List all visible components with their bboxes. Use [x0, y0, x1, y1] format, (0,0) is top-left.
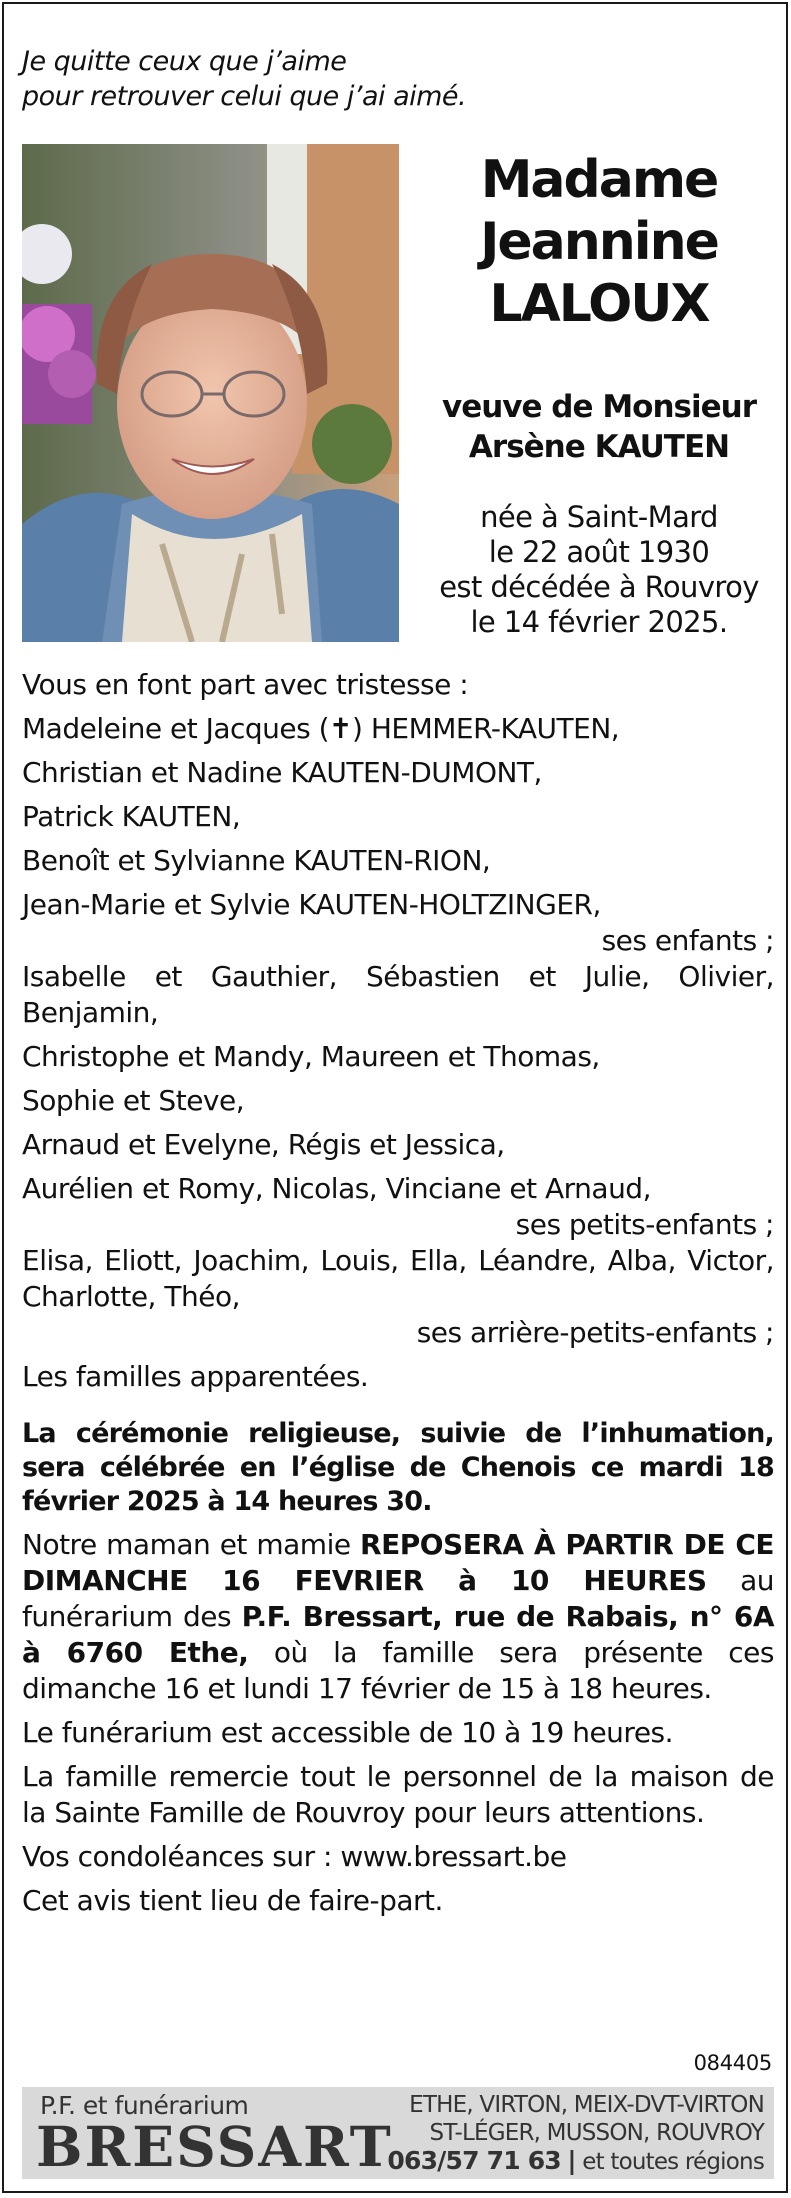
regions-label: et toutes régions — [582, 2149, 764, 2175]
separator: | — [567, 2146, 576, 2175]
reference-number: 084405 — [693, 2051, 772, 2075]
birth-place: née à Saint-Mard — [480, 500, 718, 534]
related-families: Les familles apparentées. — [22, 1360, 369, 1393]
widow-line-2: Arsène KAUTEN — [468, 429, 730, 465]
epigraph-line-2: pour retrouver celui que j’ai aimé. — [22, 81, 467, 112]
visitation-info — [22, 1527, 774, 1707]
child-entry: Christian et Nadine KAUTEN-DUMONT, — [22, 756, 542, 789]
child-entry: Madeleine et Jacques (✝) HEMMER-KAUTEN, — [22, 712, 620, 745]
widow-line-1: veuve de Monsieur — [441, 389, 756, 425]
death-date: le 14 février 2025. — [470, 605, 728, 639]
obituary-notice — [2, 2, 788, 2193]
child-entry: Patrick KAUTEN, — [22, 800, 241, 833]
grandchild-entry: Arnaud et Evelyne, Régis et Jessica, — [22, 1128, 505, 1161]
funeral-home-brand: BRESSART — [36, 2114, 393, 2179]
locations-line-1: ETHE, VIRTON, MEIX-DVT-VIRTON — [409, 2092, 764, 2118]
funeral-home-contact — [387, 2091, 764, 2176]
portrait-photo — [22, 144, 399, 642]
deceased-last-name: LALOUX — [489, 274, 709, 334]
child-entry: Benoît et Sylvianne KAUTEN-RION, — [22, 844, 491, 877]
grandchildren-label: ses petits-enfants ; — [515, 1208, 774, 1241]
grandchild-entry: Aurélien et Romy, Nicolas, Vinciane et Arnaud, — [22, 1172, 651, 1205]
epigraph-line-1: Je quitte ceux que j’aime — [22, 46, 347, 77]
deceased-name — [414, 149, 784, 335]
great-grandchildren-label: ses arrière-petits-enfants ; — [416, 1316, 774, 1349]
grandchild-entry: Christophe et Mandy, Maureen et Thomas, — [22, 1040, 600, 1073]
death-place: est décédée à Rouvroy — [439, 570, 759, 604]
locations-line-2: ST-LÉGER, MUSSON, ROUVROY — [429, 2120, 764, 2146]
condolences-link[interactable]: Vos condoléances sur : www.bressart.be — [22, 1840, 567, 1873]
deceased-first-name: Jeannine — [480, 212, 718, 272]
funeral-home-footer — [22, 2087, 774, 2179]
announcement-intro: Vous en font part avec tristesse : — [22, 668, 469, 701]
ceremony-info: La cérémonie religieuse, suivie de l’inhumation, sera célébrée en l’église de Chenois ce mardi 18 février 2025 à 14 heures 30. — [22, 1418, 774, 1517]
visitation-address: P.F. Bressart, rue de Rabais, n° 6A à 6760 Ethe, — [22, 1600, 774, 1669]
funeral-home-label: P.F. et funérarium — [40, 2091, 249, 2120]
deceased-title: Madame — [480, 150, 718, 210]
notice-note: Cet avis tient lieu de faire-part. — [22, 1884, 443, 1917]
widow-of — [414, 387, 784, 467]
child-entry: Jean-Marie et Sylvie KAUTEN-HOLTZINGER, — [22, 888, 601, 921]
phone-number[interactable]: 063/57 71 63 — [387, 2146, 561, 2175]
visitation-text-3: où la famille sera présente ces dimanche 16 et lundi 17 février de 15 à 18 heures. — [22, 1636, 774, 1705]
announcement-body — [22, 667, 774, 1919]
great-grandchildren-list: Elisa, Eliott, Joachim, Louis, Ella, Léandre, Alba, Victor, Charlotte, Théo, — [22, 1244, 774, 1313]
birth-date: le 22 août 1930 — [488, 535, 710, 569]
contact-line — [387, 2147, 764, 2176]
access-hours: Le funérarium est accessible de 10 à 19 heures. — [22, 1716, 674, 1749]
visitation-date: REPOSERA À PARTIR DE CE DIMANCHE 16 FEVRIER à 10 HEURES — [22, 1528, 774, 1597]
grandchild-entry: Isabelle et Gauthier, Sébastien et Julie, Olivier, Benjamin, — [22, 960, 774, 1029]
children-label: ses enfants ; — [601, 924, 774, 957]
visitation-text-2: au funérarium des — [22, 1564, 774, 1633]
birth-death-info — [414, 500, 784, 640]
visitation-text-1: Notre maman et mamie — [22, 1528, 361, 1561]
thanks-note: La famille remercie tout le personnel de la maison de la Sainte Famille de Rouvroy pour leurs attentions. — [22, 1760, 774, 1829]
epigraph — [22, 44, 466, 114]
grandchild-entry: Sophie et Steve, — [22, 1084, 245, 1117]
